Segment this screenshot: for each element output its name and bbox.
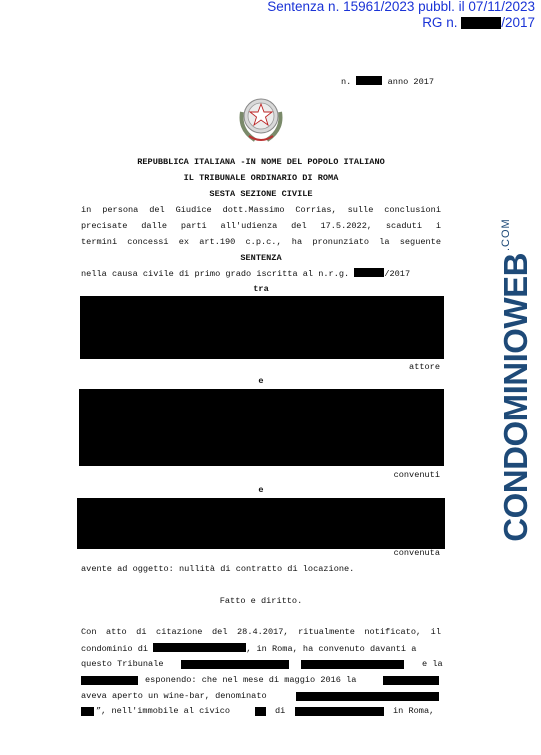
heading-republic: REPUBBLICA ITALIANA -IN NOME DEL POPOLO ITALIANO (137, 157, 385, 167)
intro-line-3: termini concessi ex art.190 c.p.c., ha pronunziato la seguente (81, 237, 441, 247)
redaction (295, 707, 384, 716)
redaction (153, 643, 246, 652)
body-line-2: condominio di , in Roma, ha convenuto davanti a (81, 644, 417, 654)
sentenza-title: SENTENZA (240, 253, 282, 263)
watermark-suffix: .COM (500, 218, 512, 252)
redaction (81, 707, 94, 716)
sentenza-number: Sentenza n. 15961/2023 pubbl. il 07/11/2023 (267, 0, 535, 14)
tra-label: tra (253, 284, 269, 294)
redaction (81, 676, 138, 685)
convenuta-label: convenuta (393, 548, 440, 558)
body-line-1: Con atto di citazione del 28.4.2017, ritualmente notificato, il (81, 627, 441, 637)
rg-number: RG n. /2017 (422, 15, 535, 30)
body-line-3: questo Tribunale (81, 659, 164, 669)
fatto-diritto-heading: Fatto e diritto. (219, 596, 303, 606)
heading-sezione: SESTA SEZIONE CIVILE (209, 189, 313, 199)
body-line-3-end: e la (422, 659, 443, 669)
causa-line: nella causa civile di primo grado iscritta al n.r.g. /2017 (81, 269, 411, 279)
body-line-6-end: in Roma, (393, 706, 435, 716)
body-line-6-di: di (275, 706, 286, 716)
redaction (383, 676, 439, 685)
italian-republic-emblem (233, 92, 289, 146)
convenuti-label: convenuti (393, 470, 440, 480)
redaction (461, 17, 501, 29)
oggetto-line: avente ad oggetto: nullità di contratto di locazione. (81, 564, 355, 574)
redaction (356, 76, 382, 85)
doc-number: n. anno 2017 (341, 77, 435, 87)
intro-line-1: in persona del Giudice dott.Massimo Corrias, sulle conclusioni (81, 205, 441, 215)
body-line-4: esponendo: che nel mese di maggio 2016 la (145, 675, 357, 685)
e-separator-1: e (258, 376, 264, 386)
sentenza-header (267, 0, 535, 31)
redacted-convenuti-block (79, 389, 444, 466)
redaction (181, 660, 289, 669)
redaction (296, 692, 439, 701)
redaction (255, 707, 266, 716)
redacted-convenuta-block (77, 498, 445, 549)
e-separator-2: e (258, 485, 264, 495)
redaction (301, 660, 404, 669)
heading-tribunale: IL TRIBUNALE ORDINARIO DI ROMA (183, 173, 339, 183)
watermark-text: CONDOMINIOWEB (497, 253, 534, 542)
body-line-6: ”, nell'immobile al civico (96, 706, 231, 716)
redaction (354, 268, 384, 277)
attore-label: attore (409, 362, 440, 372)
redacted-attore-block (80, 296, 444, 359)
body-line-5: aveva aperto un wine-bar, denominato (81, 691, 267, 701)
intro-line-2: precisate dalle parti all'udienza del 17.5.2022, scaduti i (81, 221, 441, 231)
